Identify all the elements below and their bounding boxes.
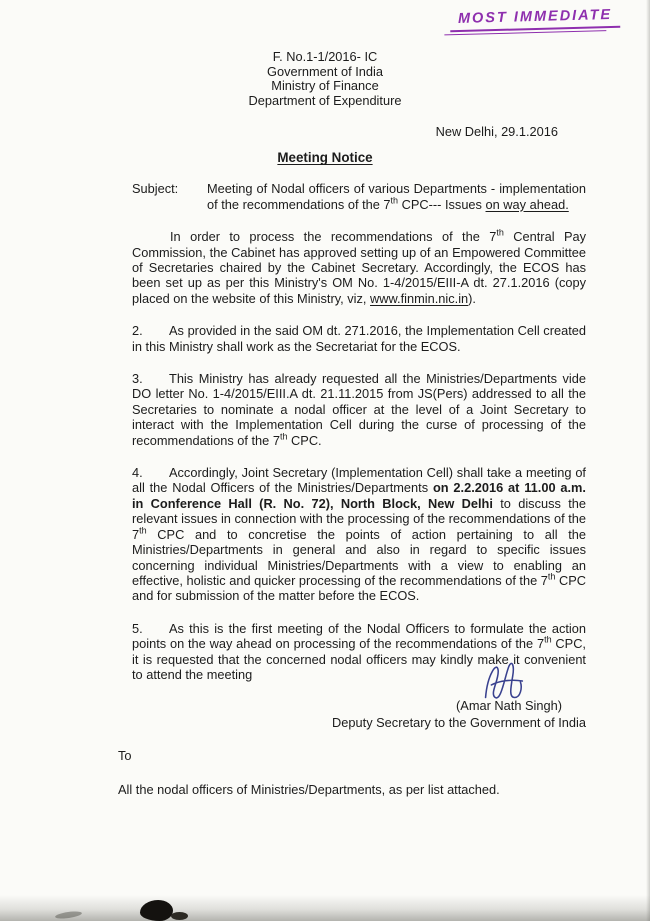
- priority-stamp: [450, 6, 621, 32]
- paragraph-segment: As provided in the said OM dt. 271.2016, the Implementation Cell created in this Ministry shall work as the Secretariat for the ECOS.: [132, 323, 586, 354]
- signature-scribble: [472, 654, 534, 710]
- website-link: www.finmin.nic.in: [370, 290, 469, 306]
- paragraph-segment: Central Pay Commission, the Cabinet has approved setting up of an Empowered Committee of Secretaries chaired by the Cabinet Secretary. Accordingly, the ECOS has been set up as per this Ministry's OM No. 1-4/2015/EIII-A dt. 27.1.2016 (copy placed on the website of this Ministry, viz,: [132, 229, 586, 306]
- document-title-row: [0, 150, 650, 165]
- superscript-th: th: [279, 431, 288, 442]
- paragraph-3: [132, 371, 586, 448]
- org-ministry: Ministry of Finance: [271, 78, 379, 94]
- document-title: Meeting Notice: [277, 150, 373, 166]
- paragraph-segment: In order to process the recommendations of the 7: [170, 229, 497, 245]
- paragraph-4: [132, 465, 586, 604]
- paragraph-number: 3.: [132, 371, 143, 387]
- paragraph-number: 2.: [132, 323, 143, 339]
- superscript-th: th: [544, 634, 552, 645]
- paragraph-1: [132, 229, 586, 306]
- superscript-th: th: [496, 227, 504, 238]
- paragraph-segment: CPC and for submission of the matter before the ECOS.: [132, 572, 586, 604]
- paragraph-segment: Accordingly, Joint Secretary (Implementation Cell) shall take a meeting of all the Nodal Officers of the Ministries/Departments: [132, 465, 586, 496]
- subject-segment: Meeting of Nodal officers of various Departments - implementation of the recommendations of the 7: [207, 181, 586, 212]
- priority-stamp-text: MOST IMMEDIATE: [457, 6, 613, 28]
- paragraph-segment: This Ministry has already requested all the Ministries/Departments vide DO letter No. 1-4/2015/EIII.A dt. 21.11.2015 from JS(Pers) addressed to all the Secretaries to nominate a nodal officer at the level of a Joint Secretary to interact with the Implementation Cell during the curse of processing of the recommendations of the 7: [132, 371, 586, 448]
- file-number: F. No.1-1/2016- IC: [272, 49, 378, 64]
- paragraph-number: 4.: [132, 465, 143, 481]
- place-date: New Delhi, 29.1.2016: [435, 124, 558, 140]
- scan-edge: [646, 0, 650, 921]
- paragraph-segment: to discuss the relevant issues in connection with the processing of the recommendations of the 7: [132, 495, 586, 542]
- signatory-designation: Deputy Secretary to the Government of India: [332, 714, 586, 730]
- superscript-th: th: [390, 195, 399, 206]
- subject-underlined: on way ahead.: [485, 196, 569, 212]
- addressee-line: All the nodal officers of Ministries/Departments, as per list attached.: [118, 781, 500, 797]
- subject-label: Subject:: [132, 181, 179, 197]
- letterhead: [0, 50, 650, 108]
- org-government: Government of India: [267, 63, 383, 79]
- subject-row: [132, 181, 586, 212]
- scan-shadow: [0, 895, 650, 921]
- superscript-th: th: [139, 525, 147, 536]
- paragraph-segment: ).: [468, 290, 476, 306]
- paragraph-2: [132, 323, 586, 354]
- to-label: To: [118, 748, 132, 764]
- subject-segment: CPC--- Issues: [398, 196, 486, 212]
- paragraph-segment: CPC, it is requested that the concerned nodal officers may kindly make it convenient to attend the meeting: [132, 636, 586, 682]
- paragraph-segment: As this is the first meeting of the Nodal Officers to formulate the action points on the way ahead on processing of the recommendations of the 7: [132, 620, 586, 652]
- paragraph-segment: CPC and to concretise the points of action pertaining to all the Ministries/Departments in general and also in regard to specific issues concerning individual Ministries/Departments with a view to enabling an effective, holistic and quicker processing of the recommendations of the 7: [132, 526, 586, 588]
- scan-ink-mark: [140, 900, 173, 921]
- signatory-name: (Amar Nath Singh): [456, 698, 562, 714]
- superscript-th: th: [547, 571, 556, 582]
- org-department: Department of Expenditure: [248, 92, 402, 108]
- subject-text: [207, 181, 586, 212]
- paragraph-number: 5.: [132, 620, 143, 636]
- meeting-details-bold: on 2.2.2016 at 11.00 a.m. in Conference Hall (R. No. 72), North Block, New Delhi: [132, 480, 586, 511]
- paragraph-segment: CPC.: [287, 432, 322, 448]
